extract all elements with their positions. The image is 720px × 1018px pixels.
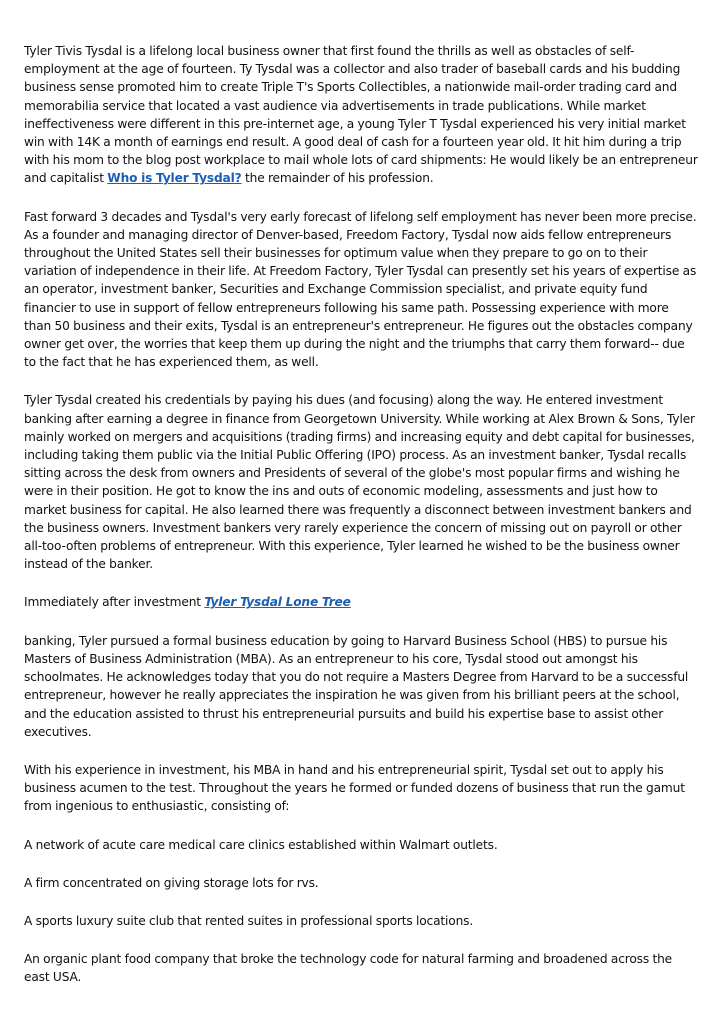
- who-is-tyler-tysdal-link[interactable]: Who is Tyler Tysdal?: [107, 171, 242, 186]
- paragraph-1-text: Tyler Tivis Tysdal is a lifelong local business owner that first found the thrills as well as obstacles of self-employment at the age of fourteen. Ty Tysdal was a collector and also trader of baseball cards and his budding business sense promoted him to create Triple T's Sports Collectibles, a nationwide mail-order trading card and memorabilia service that located a vast audience via advertisements in trade publications. While market ineffectiveness were different in this pre-internet age, a young Tyler T Tysdal experienced his very initial market win with 14K a month of earnings end result. A good deal of cash for a fourteen year old. It hit him during a trip with his mom to the blog post workplace to mail whole lots of card shipments: He would likely be an entrepreneur and capitalist: [24, 44, 698, 186]
- paragraph-4-text: Immediately after investment: [24, 595, 205, 610]
- paragraph-7: A network of acute care medical care clinics established within Walmart outlets.: [24, 837, 498, 852]
- paragraph-6: With his experience in investment, his MBA in hand and his entrepreneurial spirit, Tysdal set out to apply his business acumen to the test. Throughout the years he formed or funded dozens of business that run the gamut from ingenious to enthusiastic, consisting of:: [24, 762, 685, 814]
- tyler-tysdal-lone-tree-link[interactable]: Tyler Tysdal Lone Tree: [204, 595, 351, 610]
- paragraph-10: An organic plant food company that broke the technology code for natural farming and broadened across the east USA.: [24, 952, 673, 985]
- paragraph-1: [24, 42, 698, 188]
- paragraph-1-tail: the remainder of his profession.: [241, 171, 434, 186]
- paragraph-3: Tyler Tysdal created his credentials by paying his dues (and focusing) along the way. He entered investment banking after earning a degree in finance from Georgetown University. While working at Alex Brown & Sons, Tyler mainly worked on mergers and acquisitions (trading firms) and increasing equity and debt capital for businesses, including taking them public via the Initial Public Offering (IPO) process. As an investment banker, Tysdal recalls sitting across the desk from owners and Presidents of several of the globe's most popular firms and wishing he were in their position. He got to know the ins and outs of economic modeling, assessments and just how to market business for capital. He also learned there was frequently a disconnect between investment bankers and the business owners. Investment bankers very rarely experience the concern of missing out on payroll or other all-too-often problems of entrepreneur. With this experience, Tyler learned he wished to be the business owner instead of the banker.: [24, 393, 695, 572]
- paragraph-9: A sports luxury suite club that rented suites in professional sports locations.: [24, 913, 474, 928]
- paragraph-8: A firm concentrated on giving storage lots for rvs.: [24, 875, 319, 890]
- paragraph-5: banking, Tyler pursued a formal business education by going to Harvard Business School (HBS) to pursue his Masters of Business Administration (MBA). As an entrepreneur to his core, Tysdal stood out amongst his schoolmates. He acknowledges today that you do not require a Masters Degree from Harvard to be a successful entrepreneur, however he really appreciates the inspiration he was given from his brilliant peers at the school, and the education assisted to thrust his entrepreneurial pursuits and build his expertise base to assist other executives.: [24, 633, 689, 739]
- paragraph-4: [24, 593, 698, 611]
- paragraph-2: Fast forward 3 decades and Tysdal's very early forecast of lifelong self employment has never been more precise. As a founder and managing director of Denver-based, Freedom Factory, Tysdal now aids fellow entrepreneurs throughout the United States sell their businesses for optimum value when they prepare to go on to their variation of independence in their life. At Freedom Factory, Tyler Tysdal can presently set his years of expertise as an operator, investment banker, Securities and Exchange Commission specialist, and private equity fund financier to use in support of fellow entrepreneurs following his same path. Possessing experience with more than 50 business and their exits, Tysdal is an entrepreneur's entrepreneur. He figures out the obstacles company owner get over, the worries that keep them up during the night and the triumphs that carry them forward-- due to the fact that he has experienced them, as well.: [24, 209, 697, 370]
